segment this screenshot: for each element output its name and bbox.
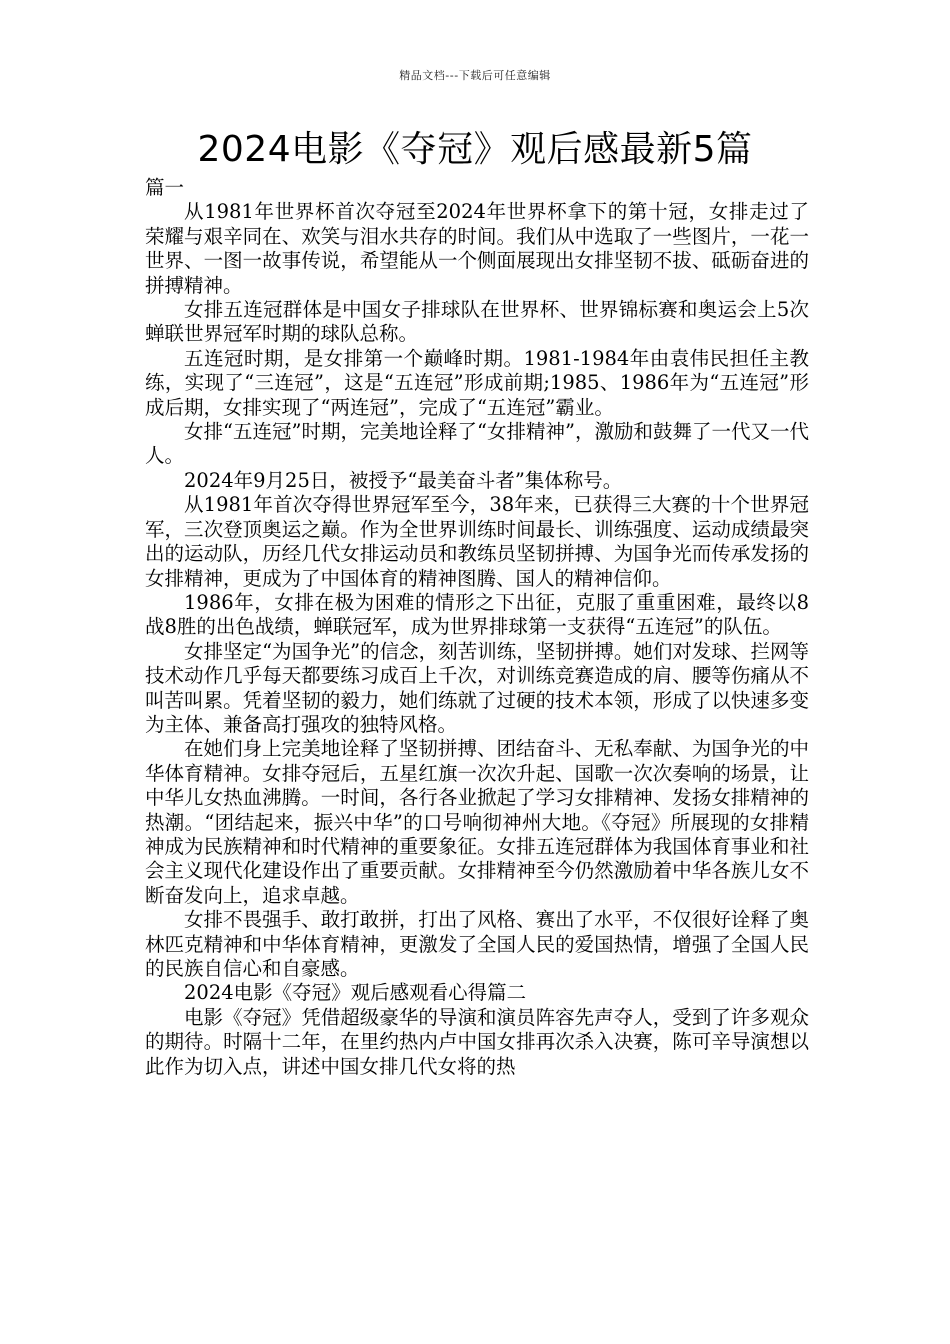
paragraph: 电影《夺冠》凭借超级豪华的导演和演员阵容先声夺人，受到了许多观众的期待。时隔十二年，在里约热内卢中国女排再次杀入决赛，陈可辛导演想以此作为切入点，讲述中国女排几代女将的热: [145, 1005, 809, 1078]
paragraph: 女排不畏强手、敢打敢拼，打出了风格、赛出了水平，不仅很好诠释了奥林匹克精神和中华体育精神，更激发了全国人民的爱国热情，增强了全国人民的民族自信心和自豪感。: [145, 908, 809, 980]
section-label: 篇一: [145, 176, 185, 199]
section-heading: 2024电影《夺冠》观后感观看心得篇二: [184, 981, 527, 1005]
paragraph: 女排五连冠群体是中国女子排球队在世界杯、世界锦标赛和奥运会上5次蝉联世界冠军时期的球队总称。: [145, 298, 809, 346]
paragraph: 五连冠时期，是女排第一个巅峰时期。1981-1984年由袁伟民担任主教练，实现了“三连冠”，这是“五连冠”形成前期;1985、1986年为“五连冠”形成后期，女排实现了“两连冠”，完成了“五连冠”霸业。: [145, 346, 809, 419]
document-title: 2024电影《夺冠》观后感最新5篇: [197, 129, 753, 170]
paragraph: 从1981年世界杯首次夺冠至2024年世界杯拿下的第十冠，女排走过了荣耀与艰辛同在、欢笑与泪水共存的时间。我们从中选取了一些图片，一花一世界、一图一故事传说，希望能从一个侧面展现出女排坚韧不拔、砥砺奋进的拼搏精神。: [145, 200, 809, 297]
paragraph: 从1981年首次夺得世界冠军至今，38年来，已获得三大赛的十个世界冠军，三次登顶奥运之巅。作为全世界训练时间最长、训练强度、运动成绩最突出的运动队，历经几代女排运动员和教练员坚韧拼搏、为国争光而传承发扬的女排精神，更成为了中国体育的精神图腾、国人的精神信仰。: [145, 493, 809, 590]
header-note: 精品文档---下载后可任意编辑: [399, 69, 551, 82]
paragraph: 在她们身上完美地诠释了坚韧拼搏、团结奋斗、无私奉献、为国争光的中华体育精神。女排夺冠后，五星红旗一次次升起、国歌一次次奏响的场景，让中华儿女热血沸腾。一时间，各行各业掀起了学习女排精神、发扬女排精神的热潮。“团结起来，振兴中华”的口号响彻神州大地。《夺冠》所展现的女排精神成为民族精神和时代精神的重要象征。女排五连冠群体为我国体育事业和社会主义现代化建设作出了重要贡献。女排精神至今仍然激励着中华各族儿女不断奋发向上，追求卓越。: [145, 737, 809, 907]
document-body: [145, 176, 809, 1079]
paragraph: 2024年9月25日，被授予“最美奋斗者”集体称号。: [184, 468, 623, 492]
paragraph: 女排“五连冠”时期，完美地诠释了“女排精神”，激励和鼓舞了一代又一代人。: [145, 420, 809, 468]
paragraph: 1986年，女排在极为困难的情形之下出征，克服了重重困难，最终以8战8胜的出色战绩，蝉联冠军，成为世界排球第一支获得“五连冠”的队伍。: [145, 590, 809, 639]
paragraph: 女排坚定“为国争光”的信念，刻苦训练，坚韧拼搏。她们对发球、拦网等技术动作几乎每天都要练习成百上千次，对训练竞赛造成的肩、腰等伤痛从不叫苦叫累。凭着坚韧的毅力，她们练就了过硬的技术本领，形成了以快速多变为主体、兼备高打强攻的独特风格。: [145, 639, 809, 736]
